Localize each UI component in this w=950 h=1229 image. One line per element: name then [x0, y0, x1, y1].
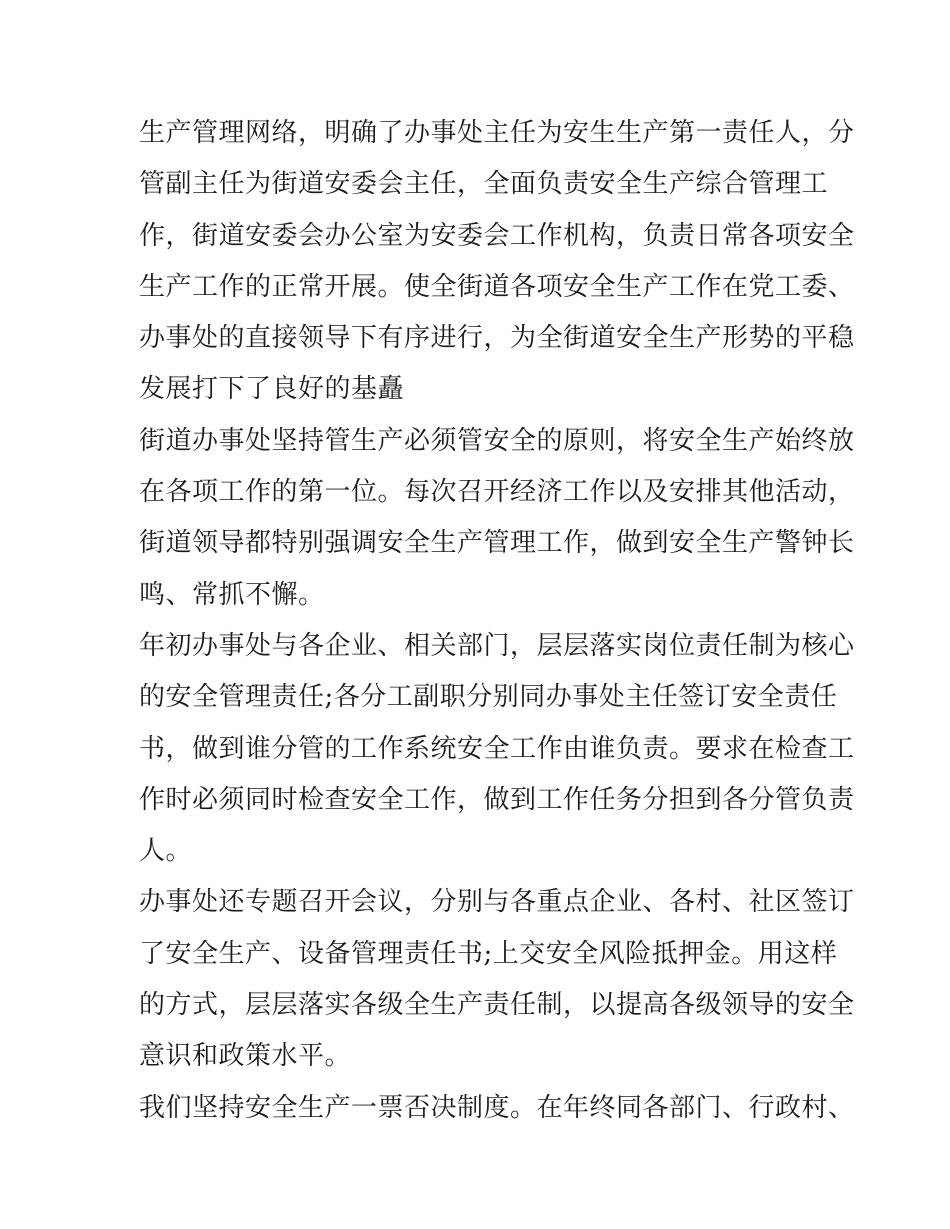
text-line: 鸣、常抓不懈。	[139, 579, 325, 610]
text-line: 的安全管理责任;各分工副职分别同办事处主任签订安全责任	[139, 682, 838, 713]
text-line: 街道领导都特别强调安全生产管理工作，做到安全生产警钟长	[139, 528, 855, 559]
text-line: 我们坚持安全生产一票否决制度。在年终同各部门、行政村、	[139, 1092, 855, 1123]
text-line: 在各项工作的第一位。每次召开经济工作以及安排其他活动，	[139, 477, 855, 508]
text-line: 管副主任为街道安委会主任，全面负责安全生产综合管理工	[139, 169, 829, 200]
text-line: 街道办事处坚持管生产必须管安全的原则，将安全生产始终放	[139, 425, 855, 456]
text-line: 意识和政策水平。	[139, 1041, 352, 1072]
text-line: 了安全生产、设备管理责任书;上交安全风险抵押金。用这样	[139, 938, 838, 969]
document-body	[139, 108, 855, 1134]
text-line: 生产工作的正常开展。使全街道各项安全生产工作在党工委、	[139, 271, 855, 302]
text-line: 的方式，层层落实各级全生产责任制，以提高各级领导的安全	[139, 990, 855, 1021]
text-line: 办事处的直接领导下有序进行，为全街道安全生产形势的平稳	[139, 323, 855, 354]
text-line: 生产管理网络，明确了办事处主任为安生生产第一责任人，分	[139, 118, 855, 148]
text-line: 发展打下了良好的基矗	[139, 374, 405, 405]
text-line: 作，街道安委会办公室为安委会工作机构，负责日常各项安全	[139, 220, 855, 251]
text-line: 办事处还专题召开会议，分别与各重点企业、各村、社区签订	[139, 887, 855, 918]
text-line: 书，做到谁分管的工作系统安全工作由谁负责。要求在检查工	[139, 733, 855, 764]
text-line: 作时必须同时检查安全工作，做到工作任务分担到各分管负责	[139, 784, 855, 815]
text-line: 人。	[139, 836, 193, 867]
text-line: 年初办事处与各企业、相关部门，层层落实岗位责任制为核心	[139, 630, 855, 661]
